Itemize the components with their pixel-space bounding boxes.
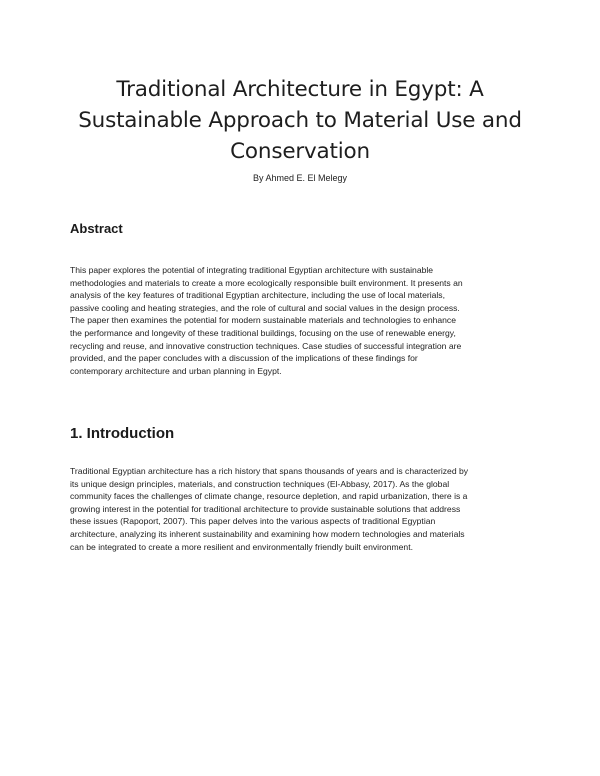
text-line: analysis of the key features of traditional Egyptian architecture, including the use of local materials, bbox=[70, 290, 445, 301]
text-line: provided, and the paper concludes with a discussion of the implications of these findings for bbox=[70, 353, 418, 364]
text-line: The paper then examines the potential for modern sustainable materials and technologies to enhance bbox=[70, 315, 457, 326]
abstract-paragraph bbox=[70, 264, 540, 377]
text-line: contemporary architecture and urban planning in Egypt. bbox=[70, 365, 282, 376]
text-line: methodologies and materials to create a more ecologically responsible built environment. It presents an bbox=[70, 277, 463, 288]
abstract-heading: Abstract bbox=[70, 221, 123, 236]
title-line: Sustainable Approach to Material Use and bbox=[78, 108, 522, 133]
text-line: passive cooling and heating strategies, and the role of cultural and social values in the design process. bbox=[70, 302, 460, 313]
text-line: growing interest in the potential for traditional architecture to provide sustainable solutions that address bbox=[70, 503, 461, 514]
text-line: Traditional Egyptian architecture has a rich history that spans thousands of years and is characterized by bbox=[70, 466, 469, 476]
text-line: can be integrated to create a more resilient and environmentally friendly built environment. bbox=[70, 541, 413, 552]
text-line: architecture, analyzing its inherent sustainability and examining how modern technologies and materials bbox=[70, 528, 465, 539]
text-line: This paper explores the potential of integrating traditional Egyptian architecture with sustainable bbox=[70, 265, 434, 275]
introduction-heading: 1. Introduction bbox=[70, 425, 175, 442]
text-line: recycling and reuse, and innovative construction techniques. Case studies of successful integration are bbox=[70, 340, 462, 351]
text-line: these issues (Rapoport, 2007). This paper delves into the various aspects of traditional Egyptian bbox=[70, 516, 436, 527]
paper-title bbox=[40, 74, 560, 167]
title-line: Traditional Architecture in Egypt: A bbox=[116, 77, 484, 102]
author-byline: By Ahmed E. El Melegy bbox=[252, 173, 348, 183]
text-line: community faces the challenges of climate change, resource depletion, and rapid urbanization, there is a bbox=[70, 491, 468, 502]
text-line: the performance and longevity of these traditional buildings, focusing on the use of renewable energy, bbox=[70, 327, 456, 338]
title-line: Conservation bbox=[230, 139, 370, 164]
text-line: its unique design principles, materials, and construction techniques (El-Abbasy, 2017). As the global bbox=[70, 478, 450, 489]
introduction-paragraph bbox=[70, 465, 540, 553]
